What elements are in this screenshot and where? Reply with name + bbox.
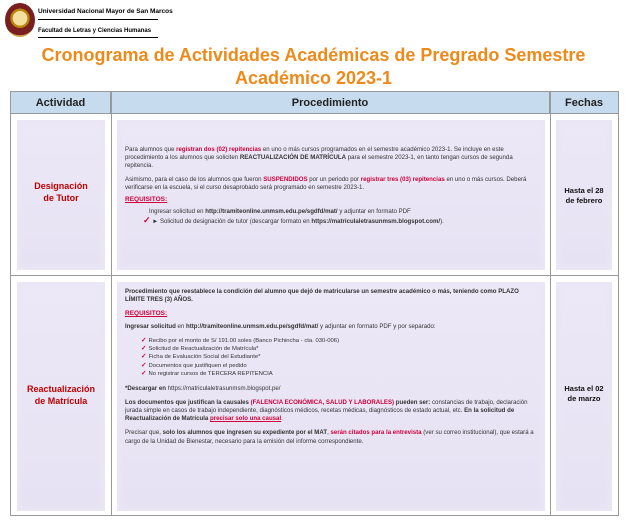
paragraph: *Descargar en https://matriculaletrasunmsm.blogspot.pe/ — [125, 384, 281, 392]
university-seal-icon — [5, 3, 35, 37]
schedule-table — [10, 91, 619, 516]
requirement-list — [125, 337, 537, 379]
row-divider — [11, 275, 618, 276]
actividad-reactualizacion-matricula: Reactualización de Matrícula — [26, 384, 96, 406]
requirement-line: Ingresar solicitud en http://tramiteonline.unmsm.edu.pe/sgdfd/mat/ y adjuntar en formato PDF — [149, 208, 411, 216]
paragraph: Ingresar solicitud en http://tramiteonline.unmsm.edu.pe/sgdfd/mat/ y adjuntar en formato PDF y por separado: — [125, 323, 436, 331]
check-icon: ✓ — [141, 370, 147, 378]
check-icon: ✓ — [141, 361, 147, 369]
page-header — [0, 0, 627, 40]
column-divider — [550, 92, 551, 515]
paragraph: Asimismo, para el caso de los alumnos que fueron SUSPENDIDOS por un periodo por registrar tres (03) repitencias en uno o más cursos. Deberá verificarse en la escuela, si el curso desaprobado será programado en semestre 2023-1. — [125, 175, 527, 191]
check-icon: ✓ — [143, 215, 151, 226]
check-icon: ✓ — [141, 345, 147, 353]
actividad-designacion-tutor: Designación de Tutor — [34, 181, 88, 203]
page-title: Cronograma de Actividades Académicas de Pregrado Semestre Académico 2023-1 — [41, 45, 586, 88]
paragraph: Los documentos que justifican la causales (FALENCIA ECONÓMICA, SALUD Y LABORALES) pueden ser: constancias de trabajo, declaración jurada simple en casos de trabajo independiente, diagnósticos médicos, recetas médicas, diagnósticos de estado actual, etc. En la solicitud de Reactualización de Matrícula precisar solo una causal. — [125, 398, 528, 423]
check-icon: ✓ — [141, 336, 147, 344]
requisitos-heading: REQUISITOS: — [125, 310, 168, 318]
fecha-designacion-tutor: Hasta el 28 de febrero — [564, 186, 604, 205]
paragraph: Para alumnos que registran dos (02) repitencias en uno o más cursos programados en el semestre académico 2023-1. Se incluye en este procedimiento a los alumnos que soliciten REACTUALIZACIÓN DE MATRÍCULA para el semestre 2023-1, en tanto tengan cursos de segunda repitencia. — [125, 146, 513, 170]
row-divider — [11, 113, 618, 114]
col-header-procedimiento: Procedimiento — [111, 92, 550, 113]
fecha-reactualizacion-matricula: Hasta el 02 de marzo — [564, 384, 604, 403]
paragraph: Procedimiento que reestablece la condición del alumno que dejó de matricularse un semestre académico o más, teniendo como PLAZO LÍMITE TRES (3) AÑOS. — [125, 288, 519, 304]
list-item: ✓ Ficha de Evaluación Social del Estudiante* — [141, 353, 261, 361]
col-header-actividad: Actividad — [11, 92, 111, 113]
list-item: ✓ No registrar cursos de TERCERA REPITENCIA — [141, 370, 273, 378]
faculty-name: Facultad de Letras y Ciencias Humanas — [38, 28, 152, 34]
list-item: ✓ Solicitud de Reactualización de Matrícula* — [141, 345, 259, 353]
column-divider — [111, 92, 112, 515]
check-icon: ✓ — [141, 353, 147, 361]
list-item: ✓ Documentos que justifiquen el pedido — [141, 361, 247, 369]
requisitos-heading: REQUISITOS: — [125, 196, 168, 204]
university-name: Universidad Nacional Mayor de San Marcos — [38, 8, 173, 15]
col-header-fechas: Fechas — [550, 92, 618, 113]
procedimiento-reactualizacion-matricula — [117, 282, 545, 511]
header-divider — [38, 37, 158, 38]
procedimiento-designacion-tutor — [117, 120, 545, 270]
paragraph: Precisar que, solo los alumnos que ingresen su expediente por el MAT, serán citados para la entrevista (ver su correo institucional), que estará a cargo de la Unidad de Bienestar, necesario para la emisión del informe correspondiente. — [125, 429, 534, 445]
requirement-line: ✓ ► Solicitud de designación de tutor (descargar formato en https://matriculaletrasunmsm.blogspot.com/). — [143, 215, 444, 226]
list-item: ✓ Recibo por el monto de S/ 191.00 soles (Banco Pichincha - cta. 030-006) — [141, 336, 340, 344]
header-divider — [38, 19, 158, 20]
